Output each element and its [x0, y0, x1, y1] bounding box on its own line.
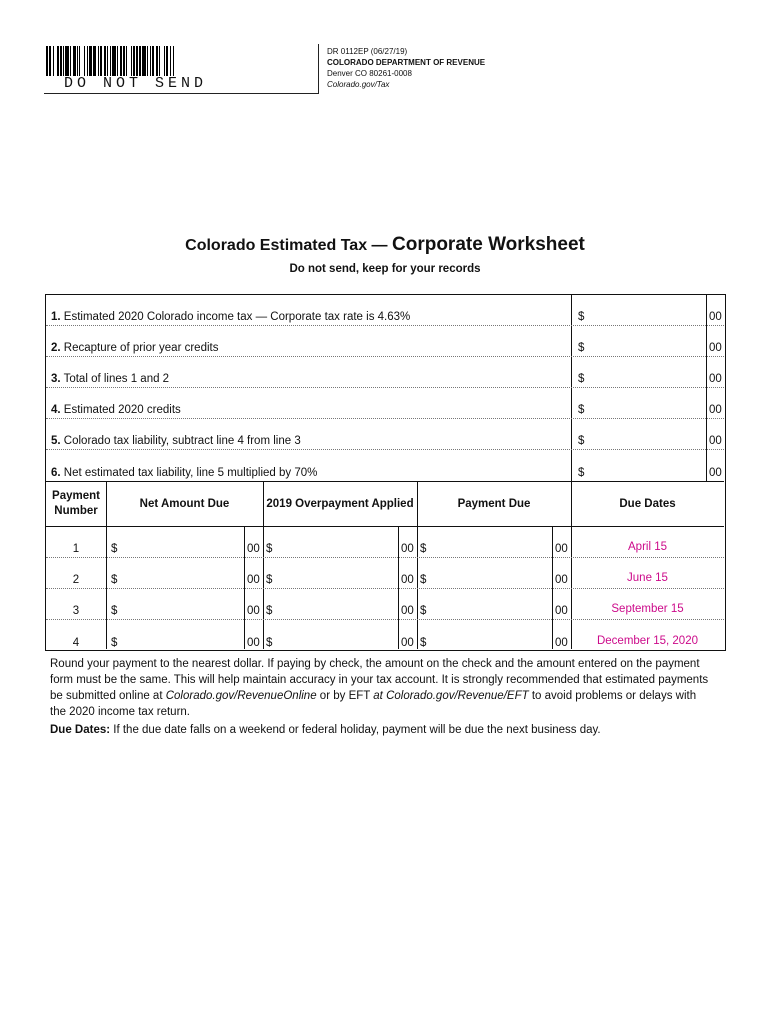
overpayment-cents: 00 [401, 574, 414, 586]
revenue-online-link[interactable]: Colorado.gov/RevenueOnline [165, 690, 317, 702]
line-number: 2. [51, 342, 61, 354]
barcode-block [44, 44, 319, 94]
header-overpayment-applied: 2019 Overpayment Applied [266, 497, 414, 510]
dollar-sign: $ [578, 467, 585, 479]
header-payment-due: Payment Due [457, 497, 531, 510]
line-number: 4. [51, 404, 61, 416]
worksheet-table [45, 294, 726, 651]
page-subtitle: Do not send, keep for your records [289, 263, 481, 275]
header-due-dates: Due Dates [619, 497, 676, 510]
overpayment-dollar: $ [266, 574, 273, 586]
worksheet-line-2[interactable] [46, 326, 724, 357]
header-net-amount-due: Net Amount Due [139, 497, 230, 510]
worksheet-line-6[interactable] [46, 450, 724, 481]
overpayment-cents: 00 [401, 637, 414, 649]
payment-number: 1 [72, 543, 80, 555]
worksheet-line-5[interactable] [46, 419, 724, 450]
note-text: to avoid problems or delays with the 2020 income tax return. [50, 690, 697, 718]
header-payment-number: Payment Number [52, 490, 100, 517]
net-amount-dollar: $ [111, 637, 118, 649]
overpayment-dollar: $ [266, 637, 273, 649]
overpayment-dollar: $ [266, 543, 273, 555]
payment-row-4[interactable] [46, 620, 724, 651]
line-number: 6. [51, 467, 61, 479]
net-amount-dollar: $ [111, 543, 118, 555]
title-part-1: Colorado Estimated Tax — [185, 237, 388, 254]
note-text: or by EFT [316, 690, 374, 702]
worksheet-line-1[interactable] [46, 295, 724, 326]
due-date: December 15, 2020 [596, 635, 698, 647]
payment-table-header [46, 481, 724, 527]
cents-value: 00 [709, 342, 722, 354]
payment-due-dollar: $ [420, 543, 427, 555]
instructions-notes [50, 656, 710, 738]
line-text: Net estimated tax liability, line 5 multiplied by 70% [63, 467, 318, 479]
payment-due-cents: 00 [555, 637, 568, 649]
payment-number: 4 [72, 637, 80, 649]
dollar-sign: $ [578, 373, 585, 385]
line-number: 3. [51, 373, 61, 385]
note-text: Round your payment to the nearest dollar. If paying by check, the amount on the check and the amount entered on the payment form must be the same. This will help maintain accuracy in your tax account. It is strongly recommended that estimated payments be submitted online at [50, 658, 709, 702]
line-text: Estimated 2020 credits [63, 404, 181, 416]
cents-value: 00 [709, 435, 722, 447]
net-amount-dollar: $ [111, 605, 118, 617]
dollar-sign: $ [578, 435, 585, 447]
worksheet-line-3[interactable] [46, 357, 724, 388]
barcode-image [46, 46, 226, 76]
cents-value: 00 [709, 467, 722, 479]
payment-due-dollar: $ [420, 574, 427, 586]
due-dates-note [50, 722, 710, 738]
line-text: Total of lines 1 and 2 [63, 373, 170, 385]
dollar-sign: $ [578, 311, 585, 323]
payment-due-dollar: $ [420, 637, 427, 649]
line-text: Recapture of prior year credits [63, 342, 219, 354]
page-title [0, 234, 770, 256]
department-address: Denver CO 80261-0008 [327, 69, 412, 78]
net-amount-dollar: $ [111, 574, 118, 586]
department-website: Colorado.gov/Tax [327, 80, 390, 89]
payment-due-cents: 00 [555, 605, 568, 617]
payment-due-dollar: $ [420, 605, 427, 617]
line-text: Colorado tax liability, subtract line 4 from line 3 [63, 435, 301, 447]
line-number: 1. [51, 311, 61, 323]
net-amount-cents: 00 [247, 543, 260, 555]
due-date: June 15 [627, 572, 668, 584]
department-name: COLORADO DEPARTMENT OF REVENUE [327, 58, 486, 67]
net-amount-cents: 00 [247, 574, 260, 586]
cents-value: 00 [709, 311, 722, 323]
line-text: Estimated 2020 Colorado income tax — Corporate tax rate is 4.63% [63, 311, 411, 323]
due-dates-text: If the due date falls on a weekend or federal holiday, payment will be due the next business day. [110, 724, 601, 736]
title-part-2: Corporate Worksheet [392, 234, 585, 255]
line-number: 5. [51, 435, 61, 447]
net-amount-cents: 00 [247, 637, 260, 649]
worksheet-line-4[interactable] [46, 388, 724, 419]
form-id: DR 0112EP (06/27/19) [327, 47, 408, 56]
department-info [327, 46, 485, 90]
payment-row-2[interactable] [46, 558, 724, 589]
overpayment-dollar: $ [266, 605, 273, 617]
dollar-sign: $ [578, 342, 585, 354]
cents-value: 00 [709, 404, 722, 416]
net-amount-cents: 00 [247, 605, 260, 617]
due-date: April 15 [628, 541, 667, 553]
do-not-send-caption: DO NOT SEND [64, 75, 208, 92]
payment-due-cents: 00 [555, 543, 568, 555]
payment-number: 2 [72, 574, 80, 586]
payment-row-1[interactable] [46, 527, 724, 558]
overpayment-cents: 00 [401, 605, 414, 617]
eft-link[interactable]: at Colorado.gov/Revenue/EFT [373, 690, 529, 702]
payment-row-3[interactable] [46, 589, 724, 620]
rounding-note [50, 656, 710, 720]
payment-number: 3 [72, 605, 80, 617]
cents-value: 00 [709, 373, 722, 385]
due-dates-label: Due Dates: [50, 724, 111, 736]
payment-due-cents: 00 [555, 574, 568, 586]
overpayment-cents: 00 [401, 543, 414, 555]
dollar-sign: $ [578, 404, 585, 416]
due-date: September 15 [611, 603, 684, 615]
